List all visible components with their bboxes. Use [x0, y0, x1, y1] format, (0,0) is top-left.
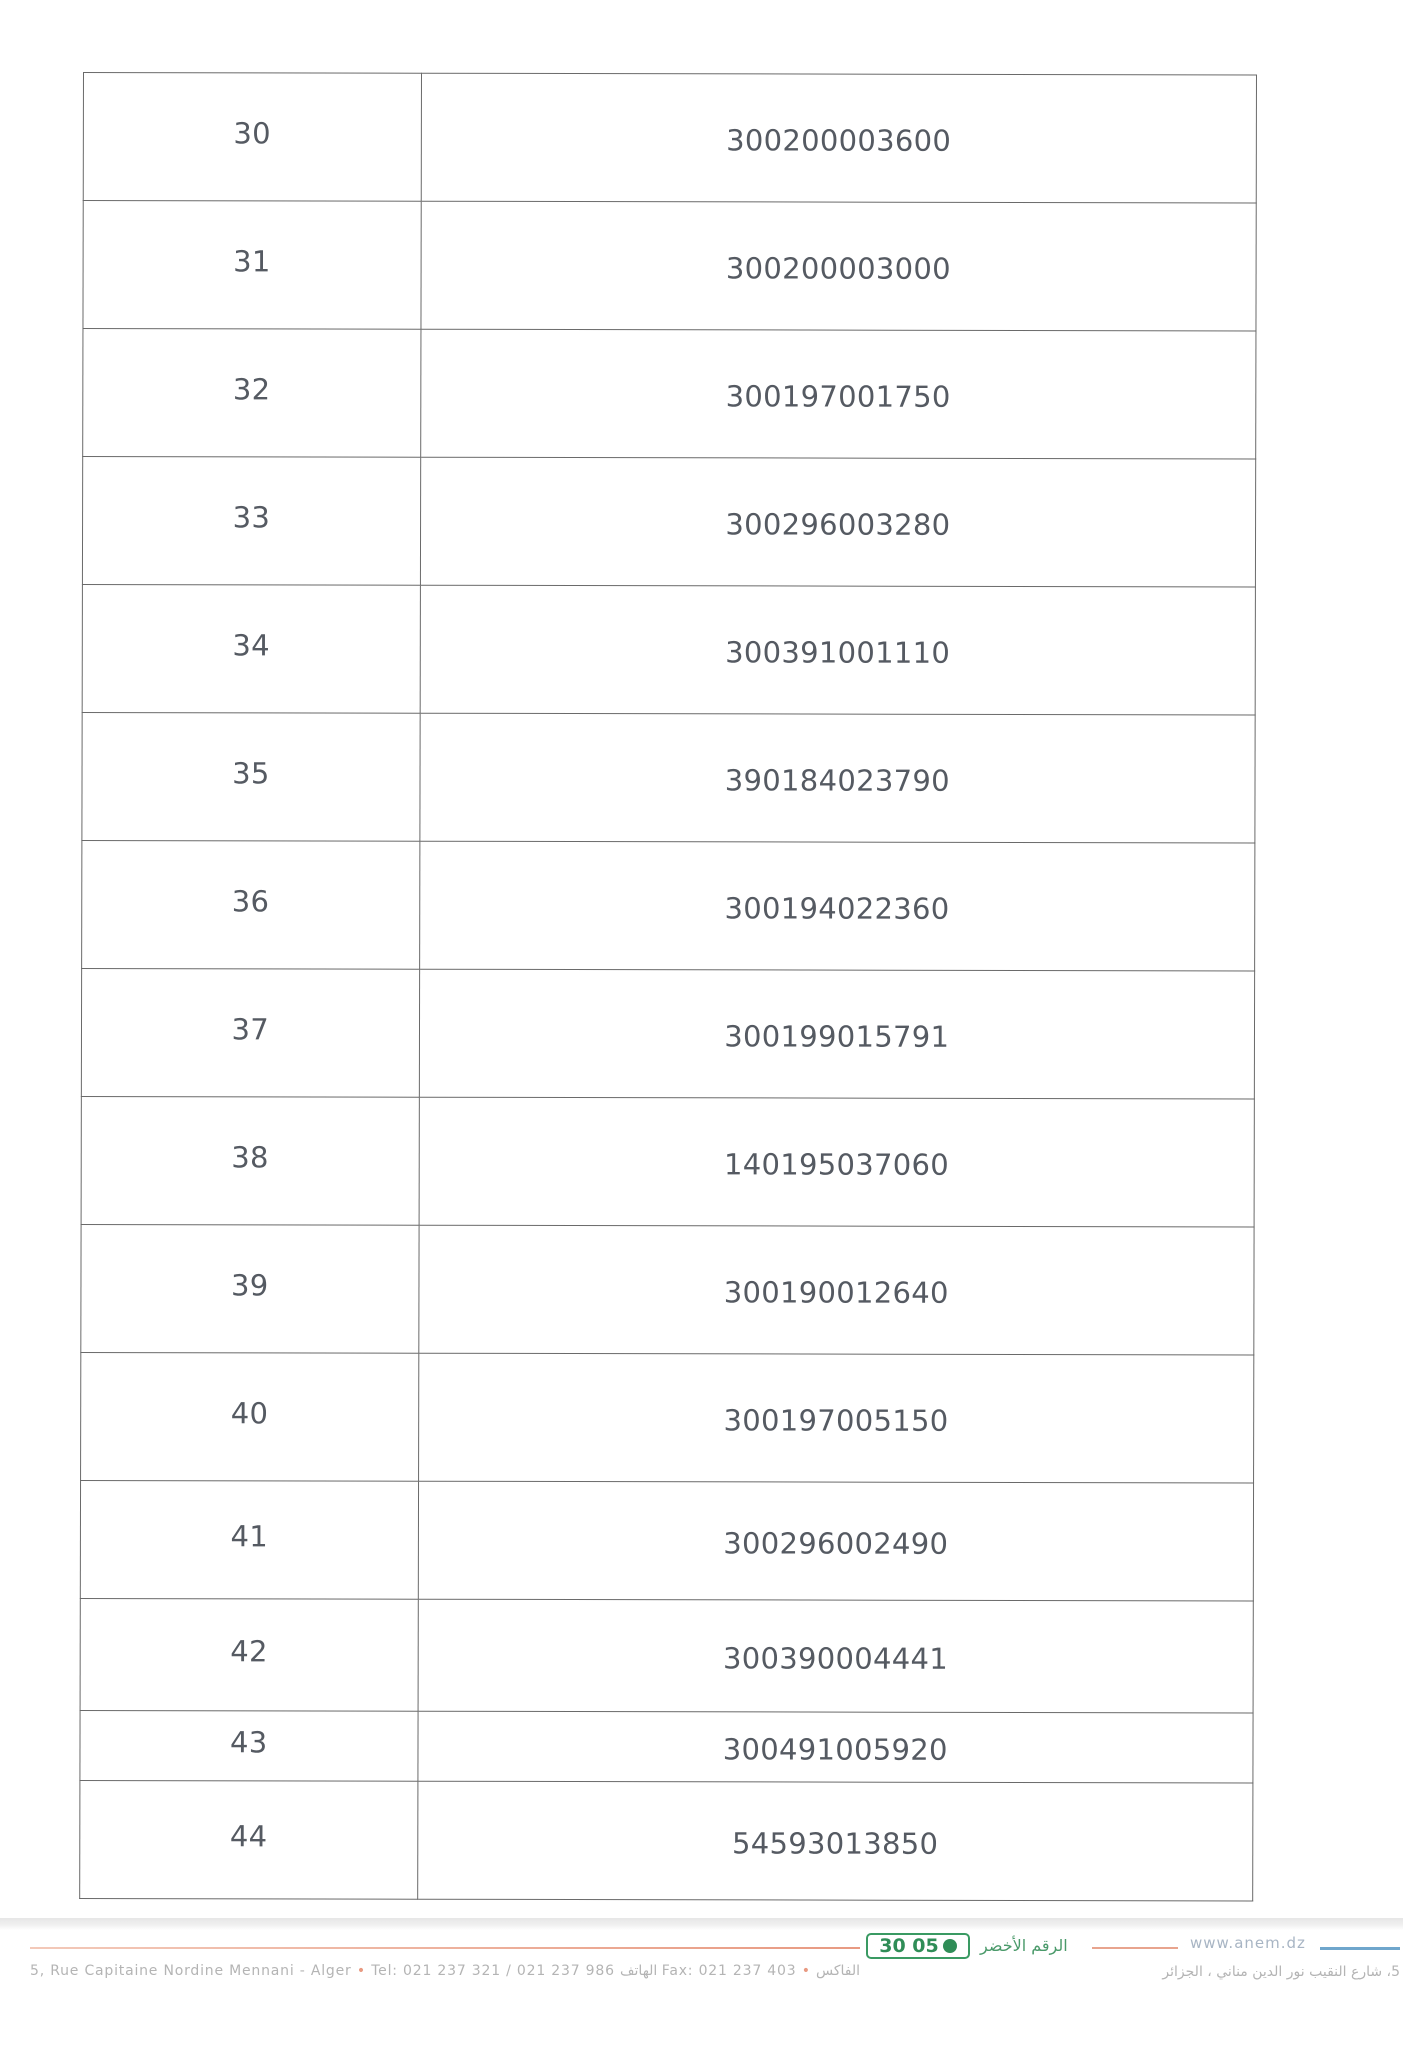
row-number: 30	[233, 115, 271, 150]
listing-table	[79, 72, 1257, 1901]
code-cell	[420, 713, 1256, 843]
row-number-cell	[82, 584, 420, 713]
footer-rule-left	[30, 1947, 860, 1949]
table-row	[81, 968, 1254, 1098]
row-number: 31	[233, 243, 271, 278]
row-number: 36	[231, 883, 270, 918]
code-cell	[418, 1353, 1254, 1483]
table-row	[81, 1224, 1254, 1354]
telephone-label-arabic: الهاتف	[620, 1963, 658, 1979]
fax-label-arabic: الفاكس	[816, 1963, 861, 1979]
code-cell	[419, 969, 1255, 1099]
code-cell	[417, 1781, 1253, 1901]
row-number: 40	[230, 1395, 269, 1430]
row-number: 44	[229, 1818, 268, 1853]
table-row	[80, 1480, 1253, 1600]
footer-rule-right	[1320, 1947, 1400, 1950]
row-number-cell	[82, 457, 420, 586]
row-number-cell	[80, 1710, 418, 1781]
row-number: 34	[232, 627, 270, 662]
address-arabic: 5، شارع النقيب نور الدين مناني ، الجزائر	[1162, 1964, 1400, 1980]
bullet-separator: •	[801, 1963, 811, 1979]
row-number-cell	[83, 201, 421, 330]
code-cell	[418, 1225, 1254, 1355]
row-number-cell	[80, 1598, 418, 1711]
row-number: 32	[232, 371, 271, 406]
green-number-label: الرقم الأخضر	[980, 1936, 1068, 1955]
code-value: 390184023790	[724, 762, 950, 798]
row-number-cell	[81, 968, 419, 1097]
code-value: 300200003000	[725, 250, 951, 286]
code-value: 54593013850	[731, 1825, 939, 1861]
code-cell	[418, 1711, 1253, 1783]
code-cell	[420, 585, 1256, 715]
table-row	[83, 73, 1256, 203]
row-number: 42	[230, 1633, 268, 1668]
footer-rule-middle	[1092, 1947, 1178, 1949]
bullet-separator: •	[356, 1963, 366, 1979]
row-number-cell	[81, 1352, 419, 1481]
table-row	[81, 1096, 1254, 1226]
scan-shadow-band	[0, 1918, 1403, 1930]
row-number: 35	[232, 755, 270, 790]
table-row	[80, 1710, 1253, 1782]
code-value: 300199015791	[724, 1018, 950, 1054]
code-value: 140195037060	[723, 1146, 950, 1182]
telephone-numbers: Tel: 021 237 321 / 021 237 986	[371, 1963, 615, 1979]
phone-icon	[943, 1939, 957, 1953]
code-cell	[419, 1097, 1255, 1227]
code-value: 300197001750	[725, 378, 951, 414]
row-number: 41	[230, 1518, 269, 1553]
green-number-text: 30 05	[879, 1935, 939, 1957]
code-cell	[420, 457, 1256, 587]
table-row	[81, 1352, 1254, 1482]
code-value: 300197005150	[723, 1402, 949, 1438]
green-number-badge	[866, 1933, 970, 1959]
table-row	[80, 1598, 1253, 1712]
code-cell	[419, 841, 1255, 971]
table-row	[80, 1780, 1253, 1900]
table-row	[82, 712, 1255, 842]
row-number-cell	[82, 712, 420, 841]
row-number: 39	[230, 1267, 269, 1302]
row-number: 37	[231, 1011, 270, 1046]
code-cell	[421, 73, 1257, 203]
code-cell	[418, 1481, 1254, 1601]
code-cell	[418, 1599, 1254, 1713]
table-row	[82, 840, 1255, 970]
row-number-cell	[83, 329, 421, 458]
row-number-cell	[80, 1780, 418, 1899]
code-value: 300200003600	[726, 122, 952, 158]
address-french: 5, Rue Capitaine Nordine Mennani - Alger	[30, 1963, 352, 1979]
row-number-cell	[83, 73, 421, 202]
code-value: 300296002490	[723, 1525, 949, 1561]
row-number-cell	[81, 1096, 419, 1225]
code-cell	[421, 201, 1257, 331]
table-row	[83, 201, 1256, 331]
row-number: 33	[232, 499, 271, 534]
code-cell	[420, 329, 1256, 459]
listing-table-body	[80, 73, 1257, 1901]
row-number: 38	[231, 1139, 269, 1174]
row-number-cell	[82, 840, 420, 969]
table-row	[82, 584, 1255, 714]
code-value: 300190012640	[723, 1274, 949, 1310]
code-value: 300194022360	[724, 890, 950, 926]
code-value: 300391001110	[725, 634, 951, 670]
code-value: 300491005920	[722, 1731, 948, 1767]
row-number: 43	[230, 1724, 268, 1759]
row-number-cell	[81, 1224, 419, 1353]
row-number-cell	[80, 1480, 418, 1599]
code-value: 300390004441	[722, 1640, 949, 1676]
table-row	[82, 457, 1255, 587]
footer-address-line	[30, 1963, 860, 1979]
table-row	[83, 329, 1256, 459]
fax-number: Fax: 021 237 403	[661, 1963, 797, 1979]
code-value: 300296003280	[725, 506, 951, 542]
website-link[interactable]: www.anem.dz	[1190, 1934, 1306, 1952]
